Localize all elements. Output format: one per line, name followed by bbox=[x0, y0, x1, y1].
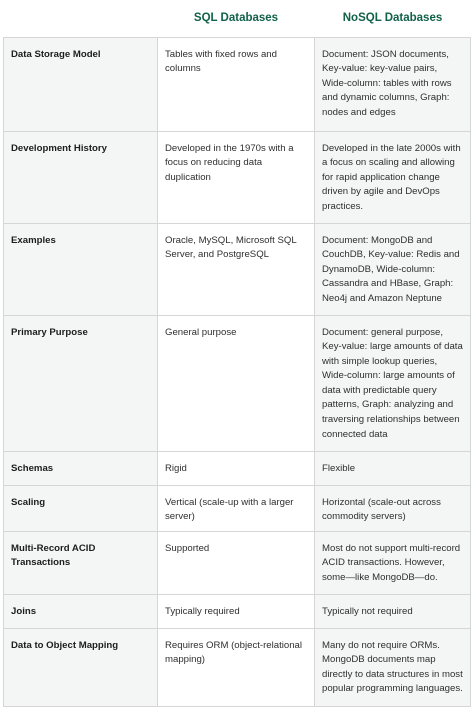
row-nosql-value: Typically not required bbox=[315, 594, 471, 628]
row-nosql-value: Most do not support multi-record ACID transactions. However, some—like MongoDB—do. bbox=[315, 531, 471, 594]
table-row bbox=[4, 315, 471, 451]
sql-vs-nosql-table bbox=[3, 0, 471, 707]
row-sql-value: Tables with fixed rows and columns bbox=[158, 37, 315, 131]
table-row bbox=[4, 594, 471, 628]
row-feature-label: Data to Object Mapping bbox=[4, 628, 158, 706]
header-feature-cell bbox=[4, 0, 158, 37]
row-nosql-value: Document: JSON documents, Key-value: key-value pairs, Wide-column: tables with rows and dynamic columns, Graph: nodes and edges bbox=[315, 37, 471, 131]
row-feature-label: Development History bbox=[4, 131, 158, 223]
row-sql-value: Rigid bbox=[158, 451, 315, 485]
row-sql-value: Requires ORM (object-relational mapping) bbox=[158, 628, 315, 706]
row-nosql-value: Document: MongoDB and CouchDB, Key-value: Redis and DynamoDB, Wide-column: Cassandra and HBase, Graph: Neo4j and Amazon Neptune bbox=[315, 223, 471, 315]
row-sql-value: Developed in the 1970s with a focus on reducing data duplication bbox=[158, 131, 315, 223]
table-row bbox=[4, 37, 471, 131]
table-row bbox=[4, 531, 471, 594]
row-feature-label: Scaling bbox=[4, 485, 158, 531]
row-sql-value: General purpose bbox=[158, 315, 315, 451]
header-sql: SQL Databases bbox=[158, 0, 315, 37]
row-feature-label: Multi-Record ACID Transactions bbox=[4, 531, 158, 594]
header-nosql: NoSQL Databases bbox=[315, 0, 471, 37]
row-feature-label: Examples bbox=[4, 223, 158, 315]
row-sql-value: Oracle, MySQL, Microsoft SQL Server, and PostgreSQL bbox=[158, 223, 315, 315]
table-header-row bbox=[4, 0, 471, 37]
table-row bbox=[4, 131, 471, 223]
row-sql-value: Vertical (scale-up with a larger server) bbox=[158, 485, 315, 531]
row-sql-value: Typically required bbox=[158, 594, 315, 628]
row-sql-value: Supported bbox=[158, 531, 315, 594]
row-nosql-value: Developed in the late 2000s with a focus on scaling and allowing for rapid application change driven by agile and DevOps practices. bbox=[315, 131, 471, 223]
row-nosql-value: Document: general purpose, Key-value: large amounts of data with simple lookup queries, Wide-column: large amounts of data with predictable query patterns, Graph: analyzing and traversing relationships between connected data bbox=[315, 315, 471, 451]
row-feature-label: Joins bbox=[4, 594, 158, 628]
row-nosql-value: Flexible bbox=[315, 451, 471, 485]
table-row bbox=[4, 223, 471, 315]
row-feature-label: Data Storage Model bbox=[4, 37, 158, 131]
row-feature-label: Schemas bbox=[4, 451, 158, 485]
row-nosql-value: Horizontal (scale-out across commodity servers) bbox=[315, 485, 471, 531]
row-nosql-value: Many do not require ORMs. MongoDB documents map directly to data structures in most popular programming languages. bbox=[315, 628, 471, 706]
table-row bbox=[4, 451, 471, 485]
table-row bbox=[4, 628, 471, 706]
row-feature-label: Primary Purpose bbox=[4, 315, 158, 451]
table-row bbox=[4, 485, 471, 531]
